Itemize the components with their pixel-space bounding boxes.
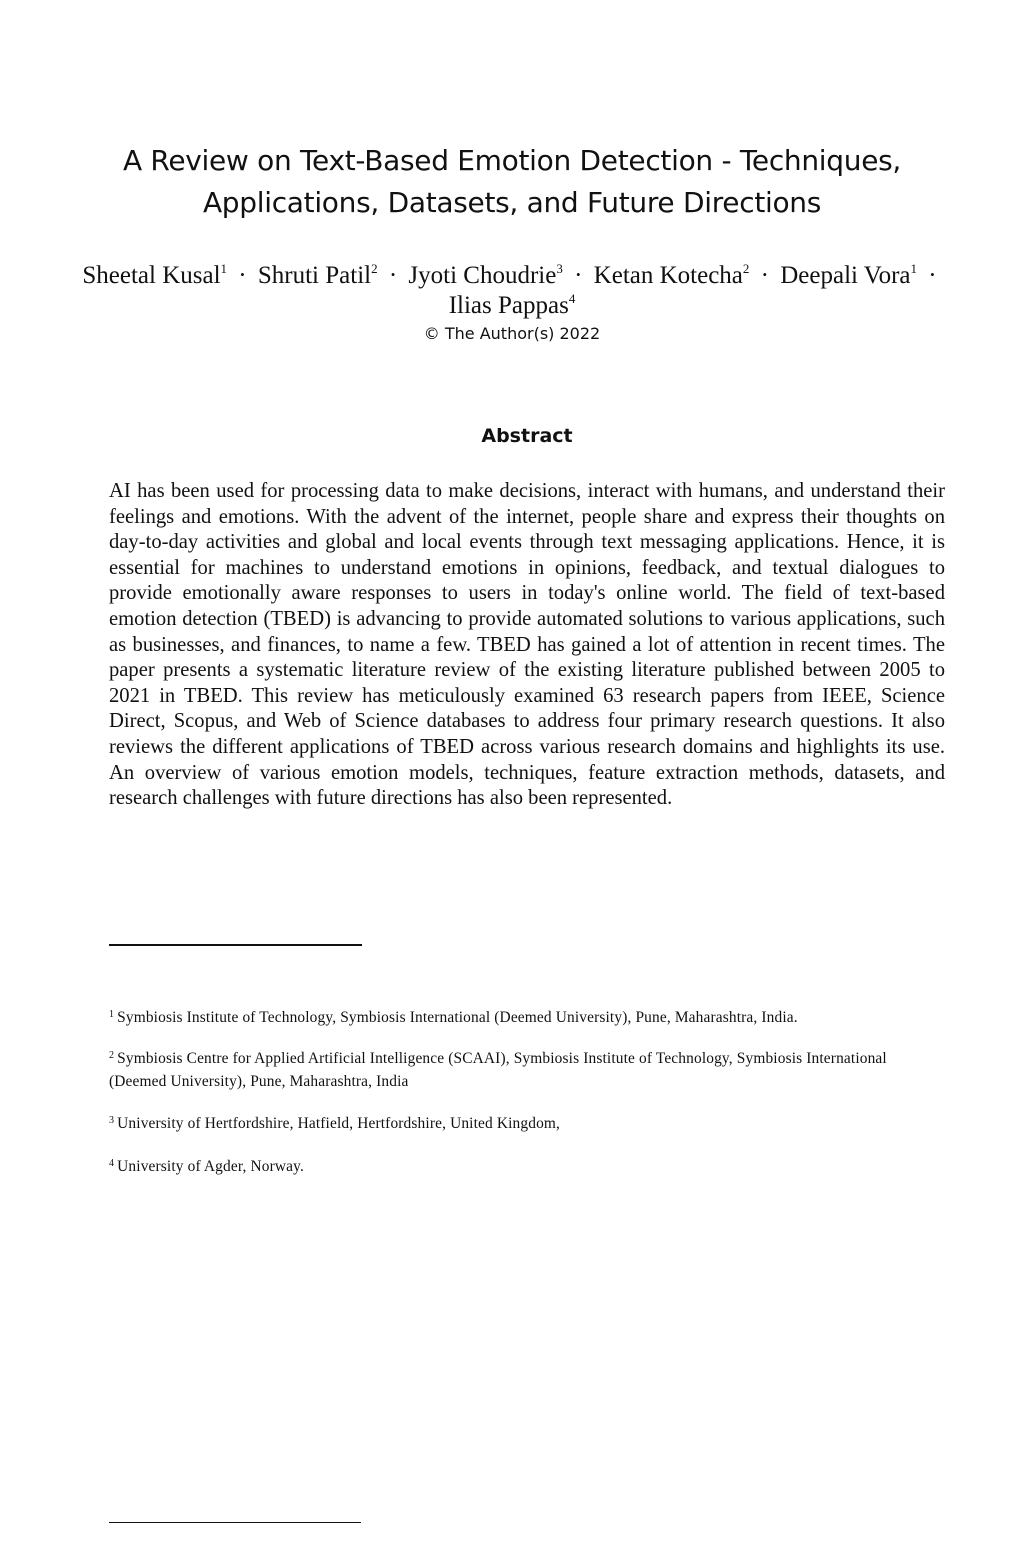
title-line-1: A Review on Text-Based Emotion Detection - Techniques, — [122, 144, 902, 177]
footnote-mark: 3 — [109, 1115, 115, 1126]
footnote-text: Symbiosis Institute of Technology, Symbiosis International (Deemed University), Pune, Maharashtra, India. — [117, 1009, 798, 1026]
footnote-3 — [109, 1112, 899, 1135]
author-line-2 — [60, 291, 964, 321]
footnote-divider — [109, 944, 362, 946]
author-affiliation-mark: 4 — [568, 291, 576, 306]
author-affiliation-mark: 1 — [910, 261, 918, 276]
abstract-heading: Abstract — [481, 425, 573, 447]
author-separator: · — [760, 262, 769, 289]
author-list — [60, 261, 964, 321]
copyright-notice: © The Author(s) 2022 — [423, 324, 601, 343]
footnote-2 — [109, 1047, 899, 1093]
footnote-4 — [109, 1155, 899, 1178]
author-affiliation-mark: 1 — [220, 261, 228, 276]
author-affiliation-mark: 2 — [371, 261, 378, 276]
author-separator: · — [388, 262, 398, 289]
footnote-text: University of Hertfordshire, Hatfield, Hertfordshire, United Kingdom, — [117, 1115, 561, 1132]
author-name: Sheetal Kusal — [82, 262, 221, 289]
footnote-mark: 1 — [109, 1009, 115, 1020]
author-affiliation-mark: 3 — [556, 261, 563, 276]
footnote-text: University of Agder, Norway. — [117, 1158, 304, 1175]
author-line-1 — [60, 261, 964, 291]
title-line-2: Applications, Datasets, and Future Directions — [202, 186, 822, 219]
abstract-text: AI has been used for processing data to make decisions, interact with humans, and understand their feelings and emotions. With the advent of the internet, people share and express their thoughts on day-to-day activities and global and local events through text messaging applications. Hence, it is essential for machines to understand emotions in opinions, feedback, and textual dialogues to provide emotionally aware responses to users in today's online world. The field of text-based emotion detection (TBED) is advancing to provide automated solutions to various applications, such as businesses, and finances, to name a few. TBED has gained a lot of attention in recent times. The paper presents a systematic literature review of the existing literature published between 2005 to 2021 in TBED. This review has meticulously examined 63 research papers from IEEE, Science Direct, Scopus, and Web of Science databases to address four primary research questions. It also reviews the different applications of TBED across various research domains and highlights its use. An overview of various emotion models, techniques, feature extraction methods, datasets, and research challenges with future directions has also been represented. — [109, 480, 945, 810]
bottom-divider — [109, 1522, 361, 1523]
author-affiliation-mark: 2 — [742, 261, 750, 276]
author-separator: · — [238, 262, 247, 289]
footnote-mark: 4 — [109, 1158, 115, 1169]
author-separator: · — [574, 262, 583, 289]
author-name: Deepali Vora — [780, 262, 911, 289]
author-name: Ketan Kotecha — [593, 262, 743, 289]
author-name: Jyoti Choudrie — [408, 262, 557, 289]
author-name: Shruti Patil — [257, 262, 372, 289]
footnote-1 — [109, 1006, 899, 1029]
author-name: Ilias Pappas — [448, 292, 569, 319]
footnote-mark: 2 — [109, 1050, 115, 1061]
author-separator: · — [928, 262, 937, 289]
paper-title — [60, 140, 964, 224]
footnote-text: Symbiosis Centre for Applied Artificial Intelligence (SCAAI), Symbiosis Institute of Technology, Symbiosis International (Deemed University), Pune, Maharashtra, India — [109, 1050, 887, 1090]
